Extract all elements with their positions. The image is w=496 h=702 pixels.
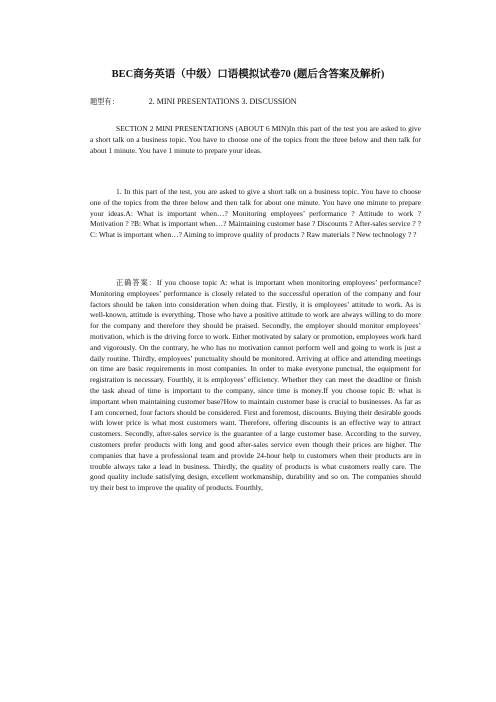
- page-title: BEC商务英语（中级）口语模拟试卷70 (题后含答案及解析): [111, 69, 385, 80]
- question-1: 1. In this part of the test, you are asked to give a short talk on a business topic. You have to choose one of the topics from the three below and then talk for about one minute. You have one minute to prepare your ideas.A: What is important when…? Monitoring employees’ performance ? Attitude to work ? Motivation ? ?B: What is important when…? Maintaining customer base ? Discounts ? After-sales service ? ?C: What is important when…? Aiming to improve quality of products ? Raw materials ? New technology ? ?: [90, 187, 421, 240]
- question-types-value: 2. MINI PRESENTATIONS 3. DISCUSSION: [148, 97, 297, 106]
- question-types-line: [90, 97, 297, 107]
- answer-text: If you choose topic A: what is important when monitoring employees’ performance?Monitoring employees’ performance is closely related to the successful operation of the company and four factors should be taken into consideration when doing that. Firstly, it is employees’ attitude to work. As is well-known, attitude is everything. Those who have a positive attitude to work are always willing to do more for the company and therefore they should be praised. Secondly, the employer should monitor employees’ motivation, which is the driving force to work. Either motivated by salary or promotion, employees work hard and vigorously. On the contrary, he who has no motivation cannot perform well and going to work is just a daily routine. Thirdly, employees’ punctuality should be monitored. Arriving at office and attending meetings on time are basic requirements in most companies. In order to make everyone punctual, the equipment for registration is necessary. Fourthly, it is employees’ efficiency. Whether they can meet the deadline or finish the task ahead of time is important to the company, since time is money.If you choose topic B: what is important when maintaining customer base?How to maintain customer base is crucial to businesses. As far as I am concerned, four factors should be considered. First and foremost, discounts. Buying their desirable goods with lower price is what most customers want. Therefore, offering discounts is an effective way to attract customers. Secondly, after-sales service is the guarantee of a large customer base. According to the survey, customers prefer products with long and good after-sales service even though their prices are higher. The companies that have a professional team and provide 24-hour help to customers when their products are in trouble always take a lead in business. Thirdly, the quality of products is what customers really care. The good quality include satisfying design, excellent workmanship, durability and so on. The companies should try their best to improve the quality of products. Fourthly,: [90, 278, 421, 493]
- section-intro: SECTION 2 MINI PRESENTATIONS (ABOUT 6 MIN)In this part of the test you are asked to give a short talk on a business topic. You have to choose one of the topics from the three below and then talk for about 1 minute. You have 1 minute to prepare your ideas.: [90, 124, 421, 155]
- answer-paragraph: [90, 278, 421, 494]
- answer-label: 正确答案：: [116, 278, 157, 287]
- question-types-label: 题型有：: [90, 97, 119, 106]
